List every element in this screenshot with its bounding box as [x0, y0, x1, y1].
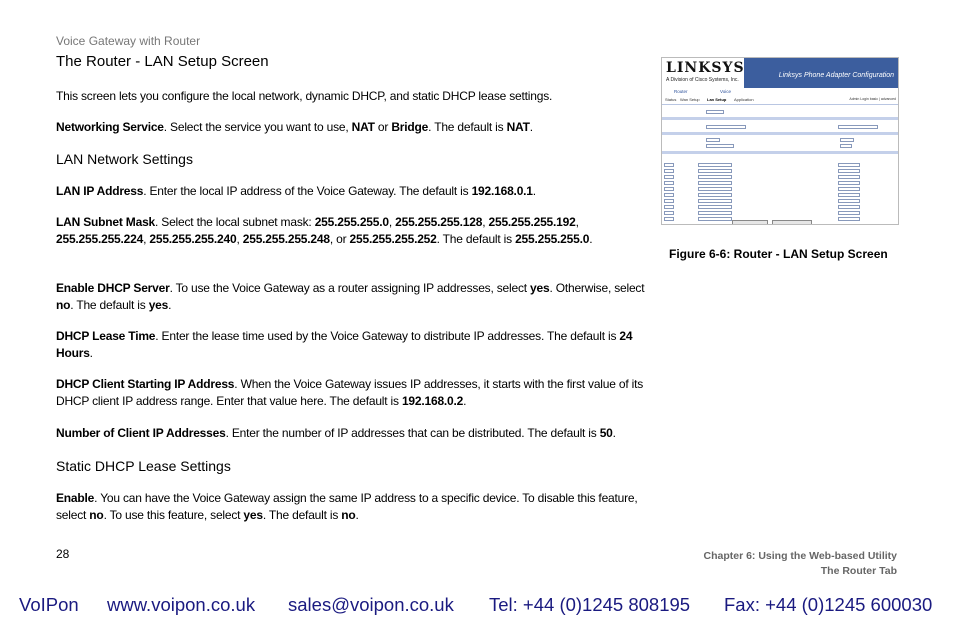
section-line: The Router Tab	[820, 565, 897, 577]
networking-service-select	[706, 110, 724, 114]
static-enable-select	[664, 175, 674, 179]
static-enable-select	[664, 205, 674, 209]
ip-field	[838, 187, 860, 191]
chapter-line: Chapter 6: Using the Web-based Utility	[703, 550, 897, 562]
static-enable-select	[664, 187, 674, 191]
ip-field	[838, 169, 860, 173]
tab-voice: Voice	[720, 89, 732, 94]
ip-field	[838, 175, 860, 179]
tab-router: Router	[674, 89, 688, 94]
figure-caption: Figure 6-6: Router - LAN Setup Screen	[669, 247, 888, 261]
mac-field	[698, 181, 732, 185]
static-enable-select	[664, 217, 674, 221]
router-lan-setup-screenshot	[661, 57, 899, 225]
page-number: 28	[56, 547, 70, 561]
linksys-logo: LINKSYS	[666, 60, 745, 76]
static-enable-select	[664, 211, 674, 215]
lan-network-heading: LAN Network Settings	[56, 151, 193, 167]
lease-time-paragraph: DHCP Lease Time. Enter the lease time used by the Voice Gateway to distribute IP addresses. The default is 24 Hours.	[56, 329, 633, 360]
page-title: The Router - LAN Setup Screen	[56, 53, 269, 70]
mac-field	[698, 205, 732, 209]
ip-field	[838, 211, 860, 215]
mac-field	[698, 217, 732, 221]
mac-field	[698, 163, 732, 167]
intro-paragraph: This screen lets you configure the local network, dynamic DHCP, and static DHCP lease settings.	[56, 89, 553, 103]
ip-field	[838, 163, 860, 167]
mac-field	[698, 169, 732, 173]
logo-subtitle: A Division of Cisco Systems, Inc.	[666, 77, 739, 83]
subtab-application: Application	[734, 97, 754, 102]
chapter-reference	[704, 549, 898, 579]
company-name: VoIPon	[19, 594, 79, 615]
mac-field	[698, 199, 732, 203]
section-rule	[662, 132, 899, 135]
mac-field	[698, 187, 732, 191]
num-clients-field	[840, 144, 852, 148]
subtab-lan-setup: Lan Setup	[707, 97, 727, 102]
submit-changes-button	[772, 220, 812, 225]
networking-service-paragraph: Networking Service. Select the service you want to use, NAT or Bridge. The default is NAT.	[56, 120, 533, 134]
section-rule	[662, 151, 899, 154]
lan-ip-paragraph: LAN IP Address. Enter the local IP address of the Voice Gateway. The default is 192.168.0.1.	[56, 184, 536, 198]
lan-subnet-paragraph: LAN Subnet Mask. Select the local subnet mask: 255.255.255.0, 255.255.255.128, 255.255.255.192, 255.255.255.224, 255.255.255.240, 255.255.255.248, or 255.255.255.252. The default is 255.255.255.0.	[56, 215, 593, 246]
ip-field	[838, 217, 860, 221]
subtab-wan-setup: Wan Setup	[680, 97, 700, 102]
undo-changes-button	[732, 220, 768, 225]
contact-footer	[0, 594, 954, 618]
ip-field	[838, 181, 860, 185]
dhcp-server-select	[706, 138, 720, 142]
static-enable-select	[664, 169, 674, 173]
static-enable-select	[664, 163, 674, 167]
static-dhcp-heading: Static DHCP Lease Settings	[56, 458, 231, 474]
section-rule	[662, 117, 899, 120]
figure-top-links: Admin Login basic | advanced	[849, 97, 896, 101]
client-start-field	[706, 144, 734, 148]
mac-field	[698, 175, 732, 179]
subtab-status: Status	[665, 97, 677, 102]
client-start-paragraph: DHCP Client Starting IP Address. When the Voice Gateway issues IP addresses, it starts with the first value of its DHCP client IP address range. Enter that value here. The default is 192.168.0.2.	[56, 377, 643, 408]
static-enable-select	[664, 181, 674, 185]
email-link[interactable]: sales@voipon.co.uk	[288, 594, 454, 615]
ip-field	[838, 205, 860, 209]
fax: Fax: +44 (0)1245 600030	[724, 594, 933, 615]
website-link[interactable]: www.voipon.co.uk	[107, 594, 256, 615]
mac-field	[698, 193, 732, 197]
lan-ip-field	[706, 125, 746, 129]
enable-dhcp-paragraph: Enable DHCP Server. To use the Voice Gateway as a router assigning IP addresses, select yes. Otherwise, select no. The default is yes.	[56, 281, 645, 312]
mac-field	[698, 211, 732, 215]
logo-box	[662, 58, 744, 88]
static-enable-select	[664, 199, 674, 203]
num-clients-paragraph: Number of Client IP Addresses. Enter the number of IP addresses that can be distributed. The default is 50.	[56, 426, 616, 440]
banner-title: Linksys Phone Adapter Configuration	[778, 72, 894, 79]
subnet-select	[838, 125, 878, 129]
lease-time-field	[840, 138, 854, 142]
static-enable-select	[664, 193, 674, 197]
ip-field	[838, 199, 860, 203]
ip-field	[838, 193, 860, 197]
telephone: Tel: +44 (0)1245 808195	[489, 594, 691, 615]
running-head: Voice Gateway with Router	[56, 34, 201, 48]
enable-paragraph: Enable. You can have the Voice Gateway assign the same IP address to a specific device. To disable this feature, select no. To use this feature, select yes. The default is no.	[56, 491, 638, 522]
